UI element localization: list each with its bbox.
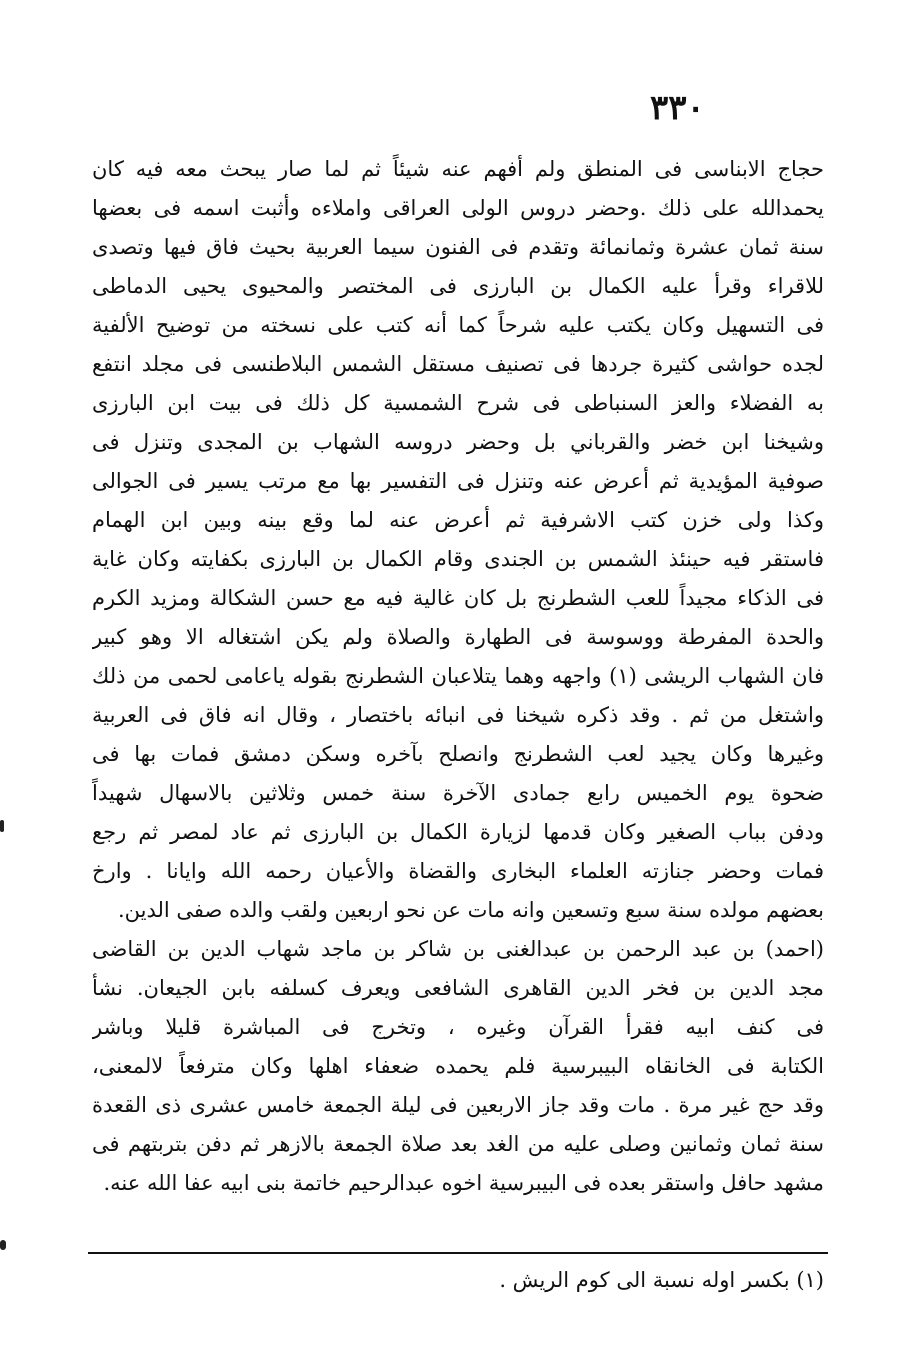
text-line: وغيرها وكان يجيد لعب الشطرنج وانصلح بآخره وسكن دمشق فمات بها فى — [92, 742, 824, 766]
text-line: ودفن بباب الصغير وكان قدمها لزيارة الكمال بن البارزى ثم عاد لمصر ثم رجع — [92, 820, 824, 844]
text-line: الكتابة فى الخانقاه البيبرسية فلم يحمده ضعفاء اهلها وكان مترفعاً لالمعنى، — [92, 1054, 824, 1078]
text-line: فى الذكاء مجيداً للعب الشطرنج بل كان غالية فيه مع حسن الشكالة ومزيد الكرم — [92, 586, 824, 610]
text-line: صوفية المؤيدية ثم أعرض عنه وتنزل فى التفسير بها مع مرتب يسير فى الجوالى — [92, 469, 824, 493]
text-line: فى التسهيل وكان يكتب عليه شرحاً كما أنه كتب على نسخته من توضيح الألفية — [92, 313, 824, 337]
text-line: وقد حج غير مرة . مات وقد جاز الاربعين فى ليلة الجمعة خامس عشرى ذى القعدة — [92, 1093, 824, 1117]
text-line: فاستقر فيه حينئذ الشمس بن الجندى وقام الكمال بن البارزى بكفايته وكان غاية — [92, 547, 824, 571]
scan-artifact — [0, 1240, 6, 1250]
text-line: وكذا ولى خزن كتب الاشرفية ثم أعرض عنه لما وقع بينه وبين ابن الهمام — [92, 508, 824, 532]
text-line: فى كنف ابيه فقرأ القرآن وغيره ، وتخرج فى المباشرة قليلا وباشر — [92, 1015, 824, 1039]
text-line: يحمدالله على ذلك .وحضر دروس الولى العراقى واملاءه وأثبت اسمه فى بعضها — [92, 196, 824, 220]
text-line: والحدة المفرطة ووسوسة فى الطهارة والصلاة ولم يكن اشتغاله الا وهو كبير — [92, 625, 824, 649]
page-number: ٣٣٠ — [650, 88, 705, 128]
text-line: به الفضلاء والعز السنباطى فى شرح الشمسية كل ذلك فى بيت ابن البارزى — [92, 391, 824, 415]
text-line: فان الشهاب الريشى (١) واجهه وهما يتلاعبان الشطرنج بقوله ياعامى لحمى من ذلك — [92, 664, 824, 688]
text-line: سنة ثمان وثمانين وصلى عليه من الغد بعد صلاة الجمعة بالازهر ثم دفن بتربتهم فى — [92, 1132, 824, 1156]
text-line: وشيخنا ابن خضر والقرباني بل وحضر دروسه الشهاب بن المجدى وتنزل فى — [92, 430, 824, 454]
text-line: مشهد حافل واستقر بعده فى البيبرسية اخوه عبدالرحيم خاتمة بنى ابيه عفا الله عنه. — [103, 1171, 824, 1195]
text-line: حجاج الابناسى فى المنطق ولم أفهم عنه شيئاً ثم لما صار يبحث معه فيه كان — [92, 157, 824, 181]
text-line: مجد الدين بن فخر الدين القاهرى الشافعى ويعرف كسلفه بابن الجيعان. نشأ — [92, 976, 824, 1000]
text-line: ضحوة يوم الخميس رابع جمادى الآخرة سنة خمس وثلاثين بالاسهال شهيداً — [92, 781, 824, 805]
footnote: (١) بكسر اوله نسبة الى كوم الريش . — [499, 1268, 824, 1292]
body-text — [92, 150, 824, 1203]
scan-artifact — [0, 820, 4, 832]
text-line: لجده حواشى كثيرة جردها فى تصنيف مستقل الشمس البلاطنسى فى مجلد انتفع — [92, 352, 824, 376]
text-line: (احمد) بن عبد الرحمن بن عبدالغنى بن شاكر بن ماجد شهاب الدين بن القاضى — [92, 937, 824, 961]
text-line: للاقراء وقرأ عليه الكمال بن البارزى فى المختصر والمحيوى يحيى الدماطى — [92, 274, 824, 298]
text-line: فمات وحضر جنازته العلماء البخارى والقضاة والأعيان رحمه الله وايانا . وارخ — [92, 859, 824, 883]
footnote-divider — [88, 1252, 828, 1254]
text-line: بعضهم مولده سنة سبع وتسعين وانه مات عن نحو اربعين ولقب والده صفى الدين. — [117, 898, 824, 922]
text-line: واشتغل من ثم . وقد ذكره شيخنا فى انبائه باختصار ، وقال انه فاق فى العربية — [92, 703, 824, 727]
text-line: سنة ثمان عشرة وثمانمائة وتقدم فى الفنون سيما العربية بحيث فاق فيها وتصدى — [92, 235, 824, 259]
